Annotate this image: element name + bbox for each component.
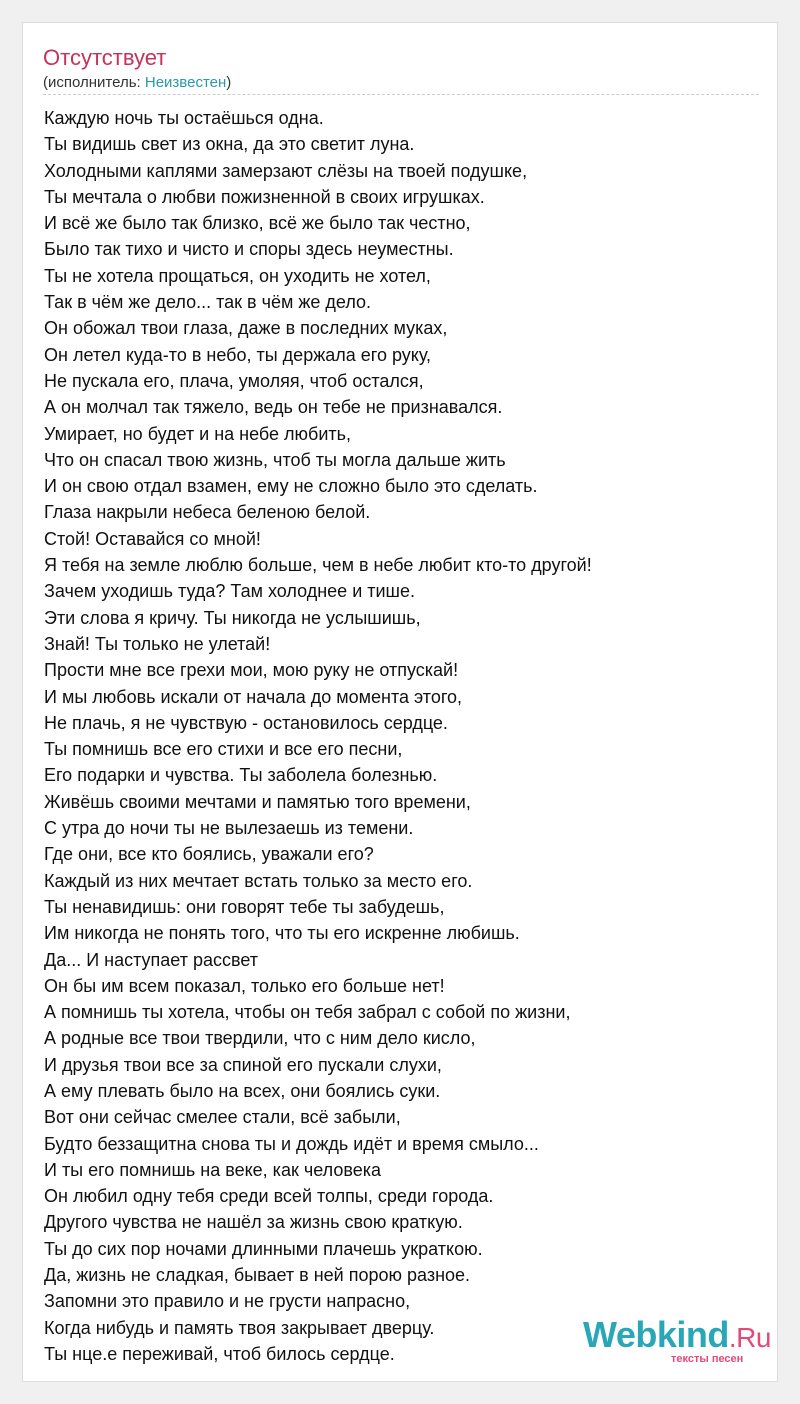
logo-tld: .Ru (728, 1322, 771, 1353)
lyric-line: Знай! Ты только не улетай! (44, 633, 271, 654)
lyric-line: Эти слова я кричу. Ты никогда не услышишь, (44, 607, 421, 628)
webkind-logo[interactable] (583, 1313, 783, 1373)
artist-suffix: ) (226, 74, 232, 91)
lyric-line: Умирает, но будет и на небе любить, (44, 423, 352, 444)
lyric-line: Ты не хотела прощаться, он уходить не хотел, (44, 265, 431, 286)
lyric-line: Не плачь, я не чувствую - остановилось сердце. (44, 712, 448, 733)
lyric-line: Он летел куда-то в небо, ты держала его руку, (44, 344, 432, 365)
lyric-line: И мы любовь искали от начала до момента этого, (44, 686, 463, 707)
lyric-line: С утра до ночи ты не вылезаешь из темени. (44, 818, 414, 839)
lyric-line: А помнишь ты хотела, чтобы он тебя забрал с собой по жизни, (44, 1002, 571, 1023)
lyric-line: Он любил одну тебя среди всей толпы, среди города. (44, 1186, 494, 1207)
lyric-line: Стой! Оставайся со мной! (44, 528, 261, 549)
lyric-line: А он молчал так тяжело, ведь он тебе не признавался. (44, 397, 503, 418)
artist-prefix: (исполнитель: (43, 74, 145, 91)
lyric-line: Где они, все кто боялись, уважали его? (44, 844, 374, 865)
lyric-line: Прости мне все грехи мои, мою руку не отпускай! (44, 660, 459, 681)
lyric-line: Его подарки и чувства. Ты заболела болезнью. (44, 765, 438, 786)
lyric-line: И всё же было так близко, всё же было так честно, (44, 213, 471, 234)
lyric-line: Ты мечтала о любви пожизненной в своих игрушках. (44, 186, 485, 207)
lyrics-card (22, 22, 778, 1382)
lyrics-list (44, 105, 592, 1367)
lyric-line: Им никогда не понять того, что ты его искренне любишь. (44, 923, 520, 944)
logo-tagline: тексты песен (671, 1353, 744, 1365)
lyric-line: Холодными каплями замерзают слёзы на твоей подушке, (44, 160, 528, 181)
artist-link[interactable]: Неизвестен (144, 74, 227, 91)
lyric-line: Ты до сих пор ночами длинными плачешь украткою. (44, 1238, 483, 1259)
lyric-line: Да... И наступает рассвет (44, 949, 258, 970)
lyric-line: Что он спасал твою жизнь, чтоб ты могла дальше жить (44, 449, 506, 470)
lyric-line: Каждый из них мечтает встать только за место его. (44, 870, 473, 891)
lyric-line: Вот они сейчас смелее стали, всё забыли, (44, 1107, 401, 1128)
lyric-line: Ты нце.е переживай, чтоб билось сердце. (44, 1343, 395, 1364)
lyric-line: Каждую ночь ты остаёшься одна. (44, 108, 324, 128)
lyric-line: И он свою отдал взамен, ему не сложно было это сделать. (44, 476, 538, 497)
lyric-line: Запомни это правило и не грусти напрасно, (44, 1291, 411, 1312)
lyric-line: Будто беззащитна снова ты и дождь идёт и время смыло... (44, 1133, 539, 1154)
lyric-line: Да, жизнь не сладкая, бывает в ней порою разное. (44, 1265, 471, 1286)
song-title: Отсутствует (43, 45, 167, 70)
lyric-line: Ты ненавидишь: они говорят тебе ты забудешь, (44, 896, 445, 917)
logo-main-text: Webkind (583, 1314, 729, 1355)
lyric-line: Когда нибудь и память твоя закрывает дверцу. (44, 1317, 435, 1338)
lyric-line: Я тебя на земле люблю больше, чем в небе любит кто-то другой! (44, 555, 592, 576)
lyric-line: Ты помнишь все его стихи и все его песни, (44, 739, 403, 760)
lyric-line: Было так тихо и чисто и споры здесь неуместны. (44, 239, 454, 260)
lyric-line: Другого чувства не нашёл за жизнь свою краткую. (44, 1212, 463, 1233)
lyric-line: Ты видишь свет из окна, да это светит луна. (44, 134, 415, 155)
lyric-line: Живёшь своими мечтами и памятью того времени, (44, 791, 471, 812)
lyric-line: И друзья твои все за спиной его пускали слухи, (44, 1054, 442, 1075)
artist-line (43, 73, 231, 93)
lyric-line: А родные все твои твердили, что с ним дело кисло, (44, 1028, 476, 1049)
lyric-line: А ему плевать было на всех, они боялись суки. (44, 1080, 441, 1101)
lyric-line: Зачем уходишь туда? Там холоднее и тише. (44, 581, 415, 602)
lyric-line: Глаза накрыли небеса беленою белой. (44, 502, 371, 523)
lyric-line: Не пускала его, плача, умоляя, чтоб остался, (44, 370, 424, 391)
divider (43, 94, 759, 95)
lyric-line: Так в чём же дело... так в чём же дело. (44, 292, 372, 313)
lyric-line: И ты его помнишь на веке, как человека (44, 1159, 381, 1180)
lyric-line: Он обожал твои глаза, даже в последних муках, (44, 318, 448, 339)
lyric-line: Он бы им всем показал, только его больше нет! (44, 975, 445, 996)
